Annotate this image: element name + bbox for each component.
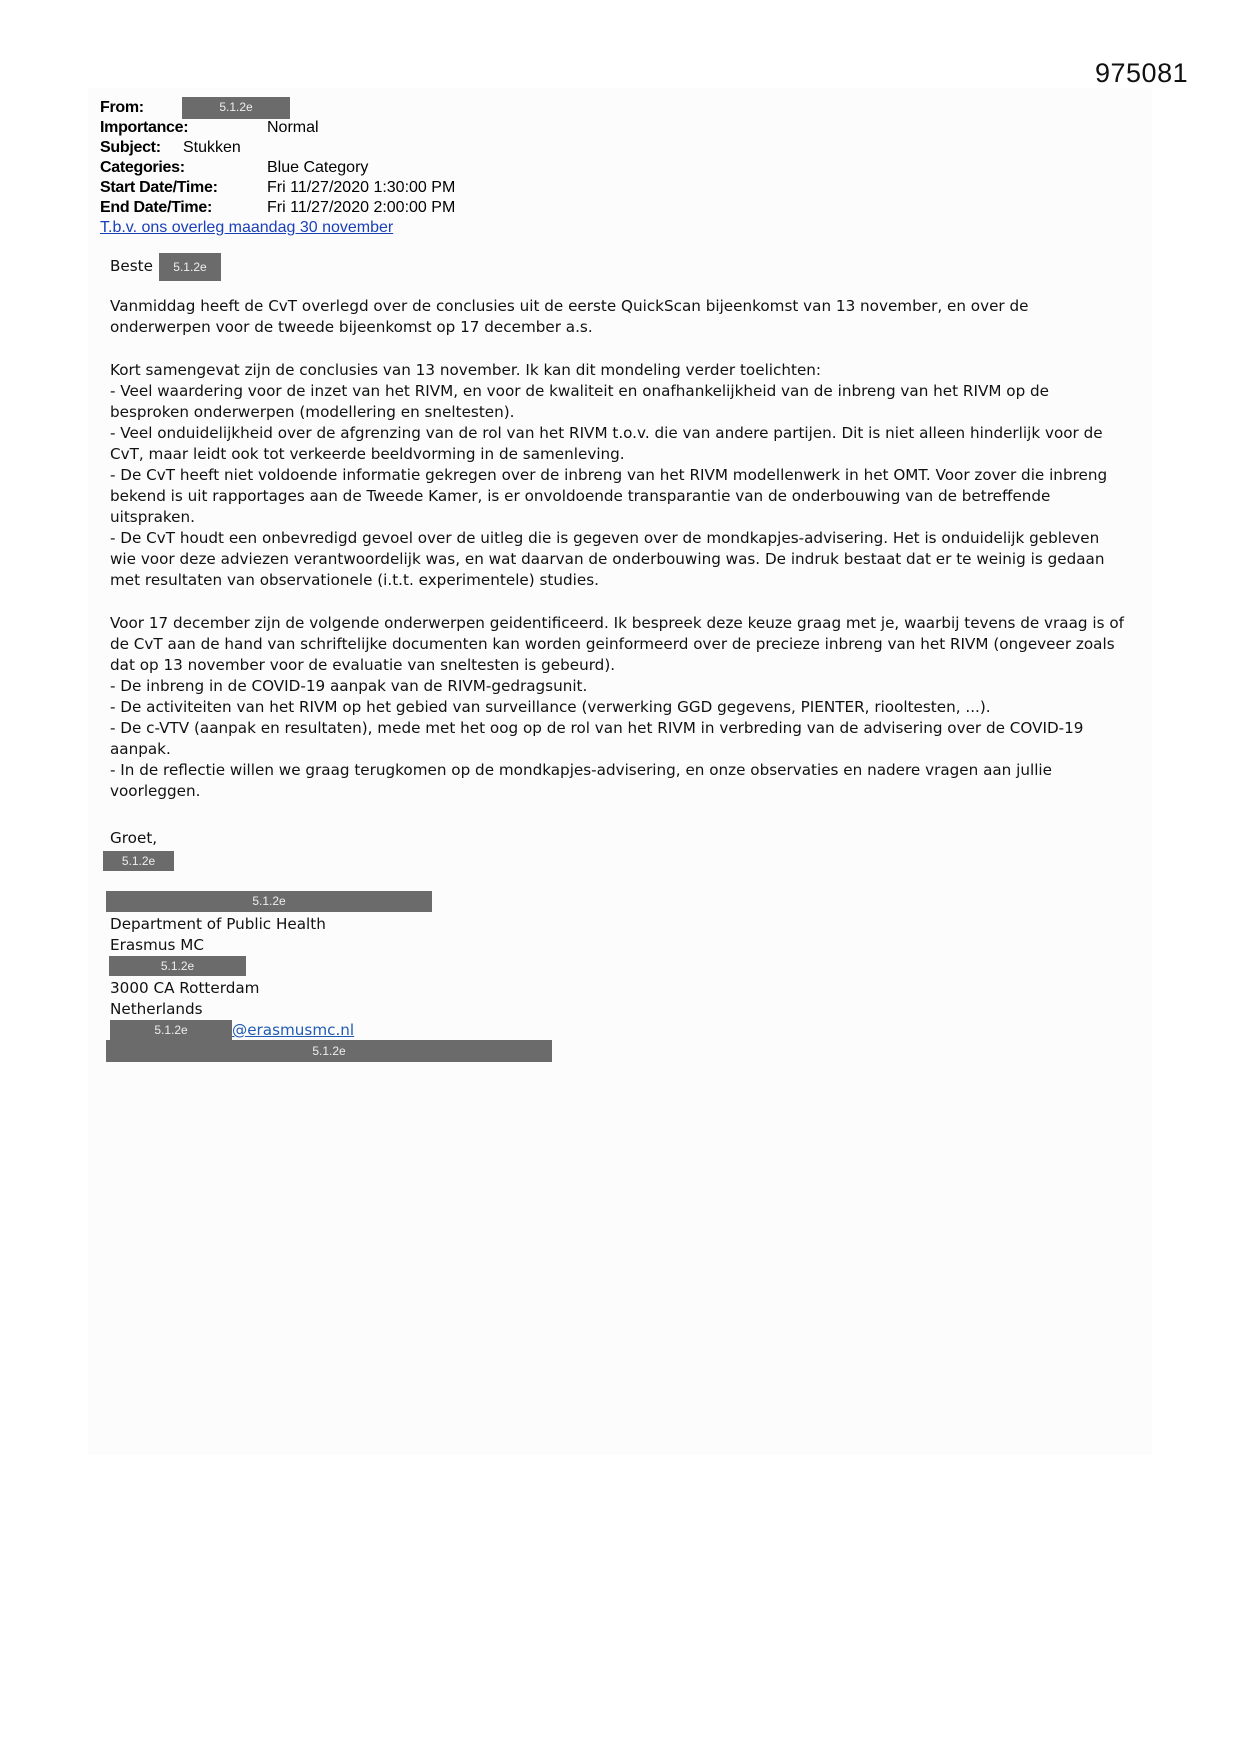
closing: Groet, bbox=[110, 829, 158, 847]
categories-label: Categories: bbox=[100, 159, 185, 176]
greeting-text: Beste bbox=[110, 257, 153, 275]
conclusions-intro: Kort samengevat zijn de conclusies van 13 november. Ik kan dit mondeling verder toelichten: bbox=[110, 361, 822, 379]
topic-item: - De inbreng in de COVID-19 aanpak van de RIVM-gedragsunit. bbox=[110, 677, 588, 695]
topic-item: - In de reflectie willen we graag terugkomen op de mondkapjes-advisering, en onze observaties en nadere vragen aan jullie voorleggen. bbox=[110, 761, 1052, 800]
address-redaction: 5.1.2e bbox=[109, 956, 246, 976]
document-number: 975081 bbox=[1095, 58, 1189, 88]
organization: Erasmus MC bbox=[110, 936, 204, 954]
greeting bbox=[110, 252, 1130, 280]
topics-intro: Voor 17 december zijn de volgende onderwerpen geidentificeerd. Ik bespreek deze keuze graag met je, waarbij tevens de vraag is of de CvT aan de hand van schriftelijke documenten kan worden geinformeerd over de precieze inbreng van het RIVM (ongeveer zoals dat op 13 november voor de evaluatie van sneltesten is gebeurd). bbox=[110, 614, 1124, 674]
email-redaction: 5.1.2e bbox=[110, 1020, 232, 1040]
from-redaction: 5.1.2e bbox=[182, 97, 290, 119]
email-link[interactable]: @erasmusmc.nl bbox=[232, 1021, 355, 1039]
conclusion-item: - De CvT houdt een onbevredigd gevoel over de uitleg die is gegeven over de mondkapjes-advisering. Het is onduidelijk gebleven wie voor deze adviezen verantwoordelijk was, en wat daarvan de onderbouwing was. De indruk bestaat dat er te weinig is gedaan met resultaten van observationele (i.t.t. experimentele) studies. bbox=[110, 529, 1105, 589]
conclusion-item: - Veel waardering voor de inzet van het RIVM, en voor de kwaliteit en onafhankelijkheid van de inbreng van het RIVM op de besproken onderwerpen (modellering en sneltesten). bbox=[110, 382, 1050, 421]
categories-value: Blue Category bbox=[267, 159, 369, 176]
subject-value: Stukken bbox=[183, 139, 241, 156]
meeting-link[interactable]: T.b.v. ons overleg maandag 30 november bbox=[100, 219, 394, 236]
start-label: Start Date/Time: bbox=[100, 179, 218, 196]
start-value: Fri 11/27/2020 1:30:00 PM bbox=[267, 179, 456, 196]
country: Netherlands bbox=[110, 1000, 203, 1018]
city: 3000 CA Rotterdam bbox=[110, 979, 260, 997]
importance-label: Importance: bbox=[100, 119, 189, 136]
importance-value: Normal bbox=[267, 119, 319, 136]
phone-redaction: 5.1.2e bbox=[106, 1040, 552, 1062]
conclusion-item: - De CvT heeft niet voldoende informatie gekregen over de inbreng van het RIVM modellenwerk in het OMT. Voor zover die inbreng bekend is uit rapportages aan de Tweede Kamer, is er onvoldoende transparantie van de onderbouwing van de betreffende uitspraken. bbox=[110, 466, 1108, 526]
end-label: End Date/Time: bbox=[100, 199, 212, 216]
department: Department of Public Health bbox=[110, 915, 326, 933]
topic-item: - De activiteiten van het RIVM op het gebied van surveillance (verwerking GGD gegevens, PIENTER, riooltesten, ...). bbox=[110, 698, 991, 716]
subject-label: Subject: bbox=[100, 139, 161, 156]
topic-item: - De c-VTV (aanpak en resultaten), mede met het oog op de rol van het RIVM in verbreding van de advisering over de COVID-19 aanpak. bbox=[110, 719, 1084, 758]
greeting-redaction: 5.1.2e bbox=[159, 253, 221, 281]
conclusion-item: - Veel onduidelijkheid over de afgrenzing van de rol van het RIVM t.o.v. die van andere partijen. Dit is niet alleen hinderlijk voor de CvT, maar leidt ook tot verkeerde beeldvorming in de samenleving. bbox=[110, 424, 1103, 463]
end-value: Fri 11/27/2020 2:00:00 PM bbox=[267, 199, 456, 216]
intro-paragraph: Vanmiddag heeft de CvT overlegd over de conclusies uit de eerste QuickScan bijeenkomst van 13 november, en over de onderwerpen voor de tweede bijeenkomst op 17 december a.s. bbox=[110, 297, 1029, 336]
from-label: From: bbox=[100, 99, 144, 116]
email-body bbox=[110, 258, 1130, 802]
title-redaction: 5.1.2e bbox=[106, 891, 432, 912]
name-redaction: 5.1.2e bbox=[103, 851, 174, 871]
